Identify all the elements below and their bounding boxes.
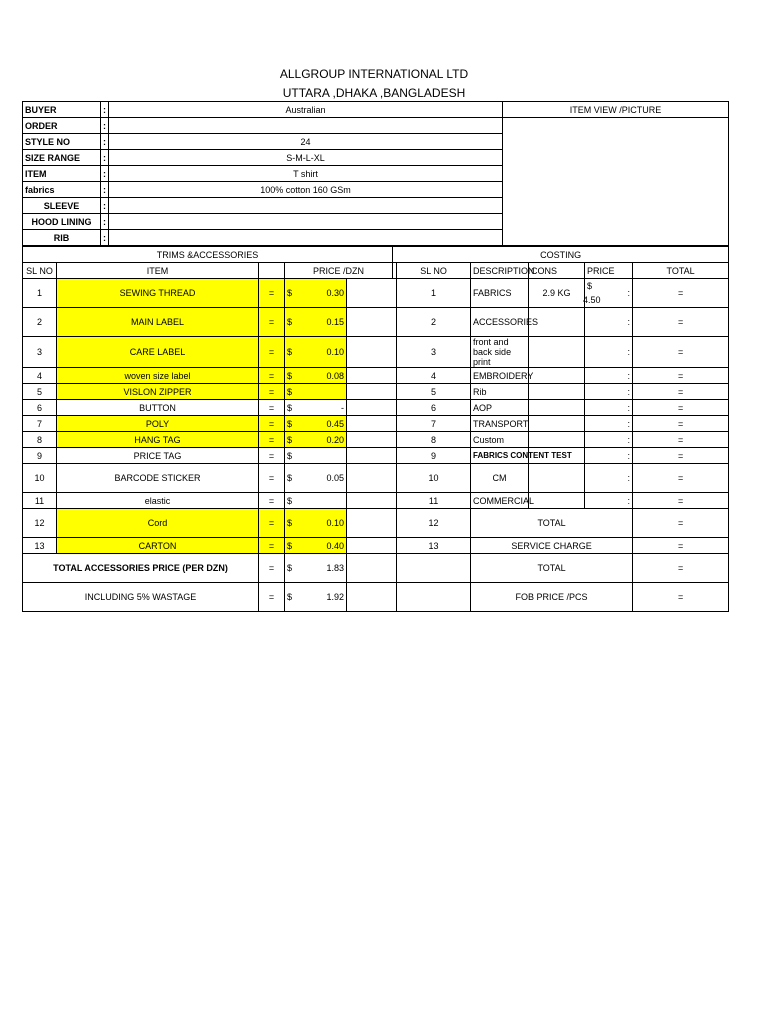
trims-item-header: ITEM	[57, 263, 259, 279]
cost-price	[585, 308, 603, 337]
colon: :	[603, 416, 633, 432]
equals-sign: =	[259, 448, 285, 464]
cost-cons	[529, 400, 585, 416]
spacer	[397, 583, 471, 612]
spacer	[347, 493, 397, 509]
cost-cons: 2.9 KG	[529, 279, 585, 308]
accessories-total-label: TOTAL ACCESSORIES PRICE (PER DZN)	[23, 554, 259, 583]
fob-label: FOB PRICE /PCS	[471, 583, 633, 612]
cost-cons	[529, 432, 585, 448]
trims-sl: 10	[23, 464, 57, 493]
colon: :	[603, 368, 633, 384]
cost-desc: COMMERCIAL	[471, 493, 529, 509]
equals-sign: =	[259, 554, 285, 583]
trims-sl: 9	[23, 448, 57, 464]
trims-price-header: PRICE /DZN	[285, 263, 393, 279]
cost-desc-header: DESCRIPTION	[471, 263, 529, 279]
spacer	[347, 416, 397, 432]
trims-price-value: 0.40	[326, 540, 344, 551]
colon: :	[603, 493, 633, 509]
colon: :	[101, 134, 109, 150]
cost-price	[585, 416, 603, 432]
spacer	[347, 279, 397, 308]
trims-price-value: 0.15	[326, 317, 344, 327]
info-value	[109, 230, 503, 246]
section-header-row	[23, 247, 729, 263]
trims-item: CARE LABEL	[57, 337, 259, 368]
cost-desc: CM	[471, 464, 529, 493]
spacer	[347, 368, 397, 384]
info-label: fabrics	[23, 182, 101, 198]
table-row	[23, 583, 729, 612]
trims-item: CARTON	[57, 538, 259, 554]
trims-sl: 7	[23, 416, 57, 432]
cost-desc: ACCESSORIES	[471, 308, 529, 337]
trims-item: Cord	[57, 509, 259, 538]
spacer	[347, 308, 397, 337]
info-label: SIZE RANGE	[23, 150, 101, 166]
trims-price	[285, 538, 347, 554]
trims-item: BUTTON	[57, 400, 259, 416]
equals-sign: =	[633, 368, 729, 384]
cost-sl: 1	[397, 279, 471, 308]
equals-sign: =	[633, 432, 729, 448]
spacer	[347, 509, 397, 538]
trims-item: HANG TAG	[57, 432, 259, 448]
equals-sign: =	[259, 308, 285, 337]
cost-cons	[529, 337, 585, 368]
dollar-sign: $	[587, 281, 593, 291]
dollar-sign: $	[287, 317, 293, 327]
trims-price	[285, 308, 347, 337]
equals-sign: =	[633, 279, 729, 308]
cost-desc: FABRICS CONTENT TEST	[471, 448, 529, 464]
info-value: Australian	[109, 102, 503, 118]
dollar-sign: $	[287, 386, 293, 397]
colon: :	[101, 198, 109, 214]
trims-price	[285, 448, 347, 464]
cost-price	[585, 432, 603, 448]
dollar-sign: $	[287, 288, 293, 298]
info-value: S-M-L-XL	[109, 150, 503, 166]
spacer	[259, 263, 285, 279]
cost-desc: Custom	[471, 432, 529, 448]
cost-cons	[529, 464, 585, 493]
cost-total-header: TOTAL	[633, 263, 729, 279]
equals-sign: =	[633, 384, 729, 400]
cost-sl: 13	[397, 538, 471, 554]
cost-price	[585, 368, 603, 384]
dollar-sign: $	[287, 347, 293, 357]
info-label: SLEEVE	[23, 198, 101, 214]
item-picture-area	[503, 118, 729, 246]
trims-price-value: 0.30	[326, 288, 344, 298]
equals-sign: =	[633, 493, 729, 509]
cost-summary-label: TOTAL	[471, 509, 633, 538]
cost-cons	[529, 493, 585, 509]
trims-sl: 11	[23, 493, 57, 509]
info-value	[109, 118, 503, 134]
cost-desc: Rib	[471, 384, 529, 400]
accessories-total-value: 1.83	[326, 563, 344, 573]
trims-item: BARCODE STICKER	[57, 464, 259, 493]
company-name: ALLGROUP INTERNATIONAL LTD	[279, 67, 469, 81]
dollar-sign: $	[287, 473, 293, 483]
cost-desc: AOP	[471, 400, 529, 416]
column-header-row	[23, 263, 729, 279]
table-row	[23, 400, 729, 416]
cost-sl: 8	[397, 432, 471, 448]
table-row	[23, 493, 729, 509]
cost-price	[585, 400, 603, 416]
cost-price	[585, 384, 603, 400]
company-address: UTTARA ,DHAKA ,BANGLADESH	[282, 86, 466, 100]
trims-price	[285, 368, 347, 384]
equals-sign: =	[633, 583, 729, 612]
dollar-sign: $	[287, 418, 293, 429]
costing-sheet	[22, 246, 729, 612]
equals-sign: =	[633, 464, 729, 493]
info-value: 100% cotton 160 GSm	[109, 182, 503, 198]
spacer	[347, 554, 397, 583]
equals-sign: =	[259, 509, 285, 538]
cost-sl: 6	[397, 400, 471, 416]
equals-sign: =	[259, 279, 285, 308]
item-view-label: ITEM VIEW /PICTURE	[503, 102, 729, 118]
spacer	[347, 400, 397, 416]
equals-sign: =	[633, 337, 729, 368]
equals-sign: =	[633, 416, 729, 432]
cost-sl: 11	[397, 493, 471, 509]
trims-price-value: 0.10	[326, 347, 344, 357]
table-row	[23, 509, 729, 538]
cost-price-header: PRICE	[585, 263, 633, 279]
trims-price-value: 0.45	[326, 418, 344, 429]
equals-sign: =	[259, 400, 285, 416]
trims-price-value: -	[341, 402, 344, 413]
trims-sl-header: SL NO	[23, 263, 57, 279]
info-label: HOOD LINING	[23, 214, 101, 230]
table-row	[23, 464, 729, 493]
trims-sl: 8	[23, 432, 57, 448]
equals-sign: =	[259, 337, 285, 368]
cost-cons	[529, 384, 585, 400]
equals-sign: =	[259, 493, 285, 509]
wastage-total	[285, 583, 347, 612]
equals-sign: =	[259, 538, 285, 554]
table-row	[23, 279, 729, 308]
cost-sl: 12	[397, 509, 471, 538]
equals-sign: =	[259, 464, 285, 493]
table-row	[23, 432, 729, 448]
equals-sign: =	[633, 538, 729, 554]
trims-sl: 5	[23, 384, 57, 400]
spacer	[347, 538, 397, 554]
colon: :	[603, 400, 633, 416]
dollar-sign: $	[287, 370, 293, 381]
table-row	[23, 554, 729, 583]
trims-sl: 2	[23, 308, 57, 337]
spacer	[347, 337, 397, 368]
costing-title: COSTING	[393, 247, 729, 263]
colon: :	[101, 102, 109, 118]
trims-price-value: 0.20	[326, 434, 344, 445]
trims-price	[285, 400, 347, 416]
table-row	[23, 416, 729, 432]
info-table	[22, 101, 729, 246]
trims-price	[285, 384, 347, 400]
info-label: RIB	[23, 230, 101, 246]
cost-desc: front and back side print	[471, 337, 529, 368]
info-label: STYLE NO	[23, 134, 101, 150]
table-row	[23, 308, 729, 337]
cost-desc: TRANSPORT	[471, 416, 529, 432]
spacer	[347, 448, 397, 464]
trims-item: POLY	[57, 416, 259, 432]
cost-desc: FABRICS	[471, 279, 529, 308]
cost-cons-header: CONS	[529, 263, 585, 279]
colon: :	[603, 337, 633, 368]
colon: :	[101, 230, 109, 246]
cost-summary-label: SERVICE CHARGE	[471, 538, 633, 554]
colon: :	[603, 432, 633, 448]
cost-cons	[529, 368, 585, 384]
colon: :	[603, 279, 633, 308]
cost-price-value: 4.50	[583, 295, 601, 305]
cost-desc: EMBROIDERY	[471, 368, 529, 384]
cost-sl: 4	[397, 368, 471, 384]
grand-total-label: TOTAL	[471, 554, 633, 583]
info-row	[23, 118, 729, 134]
info-row	[23, 102, 729, 118]
trims-title: TRIMS &ACCESSORIES	[23, 247, 393, 263]
dollar-sign: $	[287, 434, 293, 445]
dollar-sign: $	[287, 450, 293, 461]
dollar-sign: $	[287, 495, 293, 506]
spacer	[397, 554, 471, 583]
cost-sl: 9	[397, 448, 471, 464]
colon: :	[101, 150, 109, 166]
info-label: BUYER	[23, 102, 101, 118]
info-value	[109, 214, 503, 230]
trims-price	[285, 416, 347, 432]
cost-sl: 5	[397, 384, 471, 400]
cost-price	[585, 279, 603, 308]
dollar-sign: $	[287, 592, 293, 602]
colon: :	[101, 214, 109, 230]
info-value	[109, 198, 503, 214]
wastage-total-value: 1.92	[326, 592, 344, 602]
trims-price	[285, 432, 347, 448]
trims-price	[285, 337, 347, 368]
colon: :	[603, 384, 633, 400]
trims-sl: 1	[23, 279, 57, 308]
info-value: 24	[109, 134, 503, 150]
colon: :	[603, 464, 633, 493]
equals-sign: =	[633, 308, 729, 337]
dollar-sign: $	[287, 402, 293, 413]
equals-sign: =	[633, 448, 729, 464]
trims-sl: 3	[23, 337, 57, 368]
accessories-total	[285, 554, 347, 583]
equals-sign: =	[259, 583, 285, 612]
trims-item: woven size label	[57, 368, 259, 384]
trims-item: VISLON ZIPPER	[57, 384, 259, 400]
cost-sl-header: SL NO	[397, 263, 471, 279]
equals-sign: =	[633, 554, 729, 583]
table-row	[23, 368, 729, 384]
colon: :	[101, 166, 109, 182]
equals-sign: =	[259, 416, 285, 432]
info-value: T shirt	[109, 166, 503, 182]
info-label: ORDER	[23, 118, 101, 134]
trims-sl: 6	[23, 400, 57, 416]
equals-sign: =	[259, 432, 285, 448]
cost-price	[585, 448, 603, 464]
table-row	[23, 448, 729, 464]
trims-price	[285, 493, 347, 509]
trims-item: MAIN LABEL	[57, 308, 259, 337]
trims-price-value: 0.10	[326, 518, 344, 528]
trims-price	[285, 509, 347, 538]
trims-price-value: 0.08	[326, 370, 344, 381]
trims-sl: 12	[23, 509, 57, 538]
cost-sl: 10	[397, 464, 471, 493]
trims-item: PRICE TAG	[57, 448, 259, 464]
equals-sign: =	[633, 509, 729, 538]
cost-sl: 7	[397, 416, 471, 432]
cost-cons	[529, 416, 585, 432]
trims-price-value: 0.05	[326, 473, 344, 483]
cost-sl: 2	[397, 308, 471, 337]
spacer	[347, 464, 397, 493]
table-row	[23, 538, 729, 554]
trims-item: elastic	[57, 493, 259, 509]
colon: :	[101, 118, 109, 134]
trims-price	[285, 279, 347, 308]
spacer	[347, 384, 397, 400]
wastage-label: INCLUDING 5% WASTAGE	[23, 583, 259, 612]
trims-item: SEWING THREAD	[57, 279, 259, 308]
dollar-sign: $	[287, 540, 293, 551]
cost-price	[585, 493, 603, 509]
equals-sign: =	[259, 368, 285, 384]
cost-price	[585, 464, 603, 493]
cost-price	[585, 337, 603, 368]
equals-sign: =	[633, 400, 729, 416]
dollar-sign: $	[287, 518, 293, 528]
table-row	[23, 384, 729, 400]
colon: :	[101, 182, 109, 198]
table-row	[23, 337, 729, 368]
spacer	[347, 583, 397, 612]
spacer	[347, 432, 397, 448]
trims-sl: 4	[23, 368, 57, 384]
colon: :	[603, 308, 633, 337]
colon: :	[603, 448, 633, 464]
equals-sign: =	[259, 384, 285, 400]
dollar-sign: $	[287, 563, 293, 573]
trims-sl: 13	[23, 538, 57, 554]
info-label: ITEM	[23, 166, 101, 182]
cost-sl: 3	[397, 337, 471, 368]
trims-price	[285, 464, 347, 493]
